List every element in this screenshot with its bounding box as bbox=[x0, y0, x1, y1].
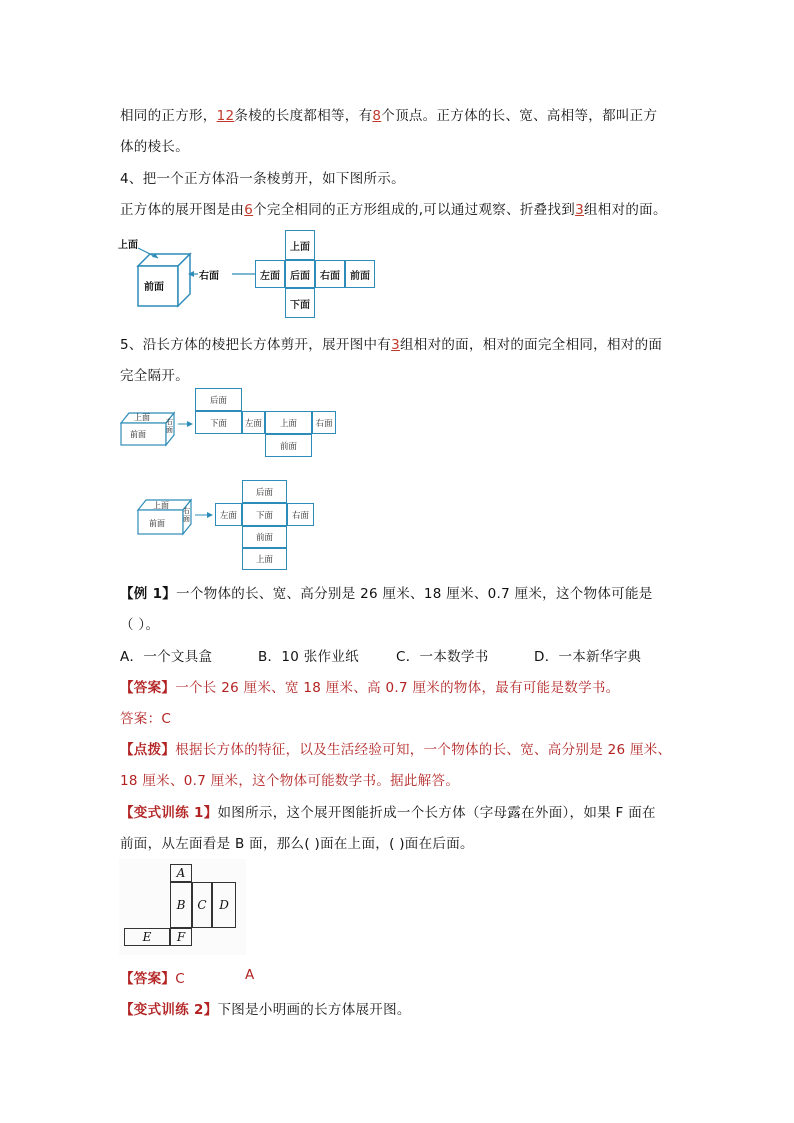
net2-bottom: 下面 bbox=[242, 503, 287, 526]
variant1-answer-2: A bbox=[245, 967, 255, 983]
net1-left: 左面 bbox=[242, 411, 265, 434]
box1-top-label: 上面 bbox=[134, 413, 150, 422]
variant2-line: 【变式训练 2】下图是小明画的长方体展开图。 bbox=[120, 1002, 411, 1018]
arrow-label: 右面 bbox=[199, 271, 219, 282]
cube-unfold-figure bbox=[118, 228, 418, 323]
net-letter-a: A bbox=[170, 864, 192, 882]
variant1-answer: 【答案】C bbox=[120, 971, 185, 987]
box1-front-label: 前面 bbox=[130, 430, 146, 439]
net2-left: 左面 bbox=[215, 503, 242, 526]
cube-top-label: 上面 bbox=[118, 240, 138, 251]
example1-hint-line2: 18 厘米、0.7 厘米，这个物体可能数学书。据此解答。 bbox=[120, 773, 460, 789]
variant1-line2: 前面，从左面看是 B 面，那么( )面在上面，( )面在后面。 bbox=[120, 836, 474, 852]
para3-line1: 相同的正方形，12条棱的长度都相等，有8个顶点。正方体的长、宽、高相等，都叫正方 bbox=[120, 108, 658, 124]
net-cell-left: 左面 bbox=[255, 260, 285, 288]
letter-net-figure bbox=[119, 859, 246, 955]
net1-back: 后面 bbox=[195, 388, 242, 411]
para5-line2: 完全隔开。 bbox=[120, 368, 189, 384]
example1-blank: （ ）。 bbox=[120, 617, 160, 633]
net1-front: 前面 bbox=[265, 434, 312, 457]
net-cell-back: 后面 bbox=[285, 260, 315, 288]
net-cell-bottom: 下面 bbox=[285, 288, 315, 318]
cube-front-label: 前面 bbox=[144, 282, 164, 293]
net-letter-f: F bbox=[170, 928, 192, 946]
net2-front: 前面 bbox=[242, 526, 287, 548]
box2-right-label: 右面 bbox=[183, 507, 190, 523]
box2-front-label: 前面 bbox=[149, 519, 165, 528]
box2-top-label: 上面 bbox=[153, 501, 169, 510]
net-cell-right: 右面 bbox=[315, 260, 345, 288]
cuboid-unfold-figure-2 bbox=[135, 478, 325, 573]
example1-hint-line1: 【点拨】根据长方体的特征，以及生活经验可知，一个物体的长、宽、高分别是 26 厘米、 bbox=[120, 742, 672, 758]
net1-top: 上面 bbox=[265, 411, 312, 434]
net-cell-front: 前面 bbox=[345, 260, 375, 288]
option-a: A．一个文具盒 bbox=[120, 649, 213, 665]
net2-top: 上面 bbox=[242, 548, 287, 570]
variant1-line1: 【变式训练 1】如图所示，这个展开图能折成一个长方体（字母露在外面），如果 F 面在 bbox=[120, 805, 656, 821]
net1-bottom: 下面 bbox=[195, 411, 242, 434]
box1-right-label: 右面 bbox=[166, 418, 173, 434]
para4-line: 正方体的展开图是由6个完全相同的正方形组成的,可以通过观察、折叠找到3组相对的面。 bbox=[120, 202, 667, 218]
example1-question: 【例 1】一个物体的长、宽、高分别是 26 厘米、18 厘米、0.7 厘米，这个物体可能是 bbox=[120, 586, 653, 602]
net-letter-e: E bbox=[124, 928, 170, 946]
example1-answer-line: 答案：C bbox=[120, 711, 172, 727]
cuboid-unfold-figure-1 bbox=[118, 388, 348, 460]
net-letter-d: D bbox=[212, 882, 236, 928]
net-cell-top: 上面 bbox=[285, 230, 315, 260]
option-b: B．10 张作业纸 bbox=[258, 649, 359, 665]
example1-answer: 【答案】一个长 26 厘米、宽 18 厘米、高 0.7 厘米的物体，最有可能是数学书。 bbox=[120, 680, 620, 696]
para5-line1: 5、沿长方体的棱把长方体剪开，展开图中有3组相对的面，相对的面完全相同，相对的面 bbox=[120, 337, 663, 353]
net-letter-b: B bbox=[170, 882, 192, 928]
option-c: C．一本数学书 bbox=[396, 649, 489, 665]
net-letter-c: C bbox=[192, 882, 212, 928]
option-d: D．一本新华字典 bbox=[534, 649, 642, 665]
net2-right: 右面 bbox=[287, 503, 314, 526]
net2-back: 后面 bbox=[242, 480, 287, 503]
para3-line2: 体的棱长。 bbox=[120, 139, 189, 155]
net1-right: 右面 bbox=[312, 411, 336, 434]
para4-heading: 4、把一个正方体沿一条棱剪开，如下图所示。 bbox=[120, 171, 405, 187]
